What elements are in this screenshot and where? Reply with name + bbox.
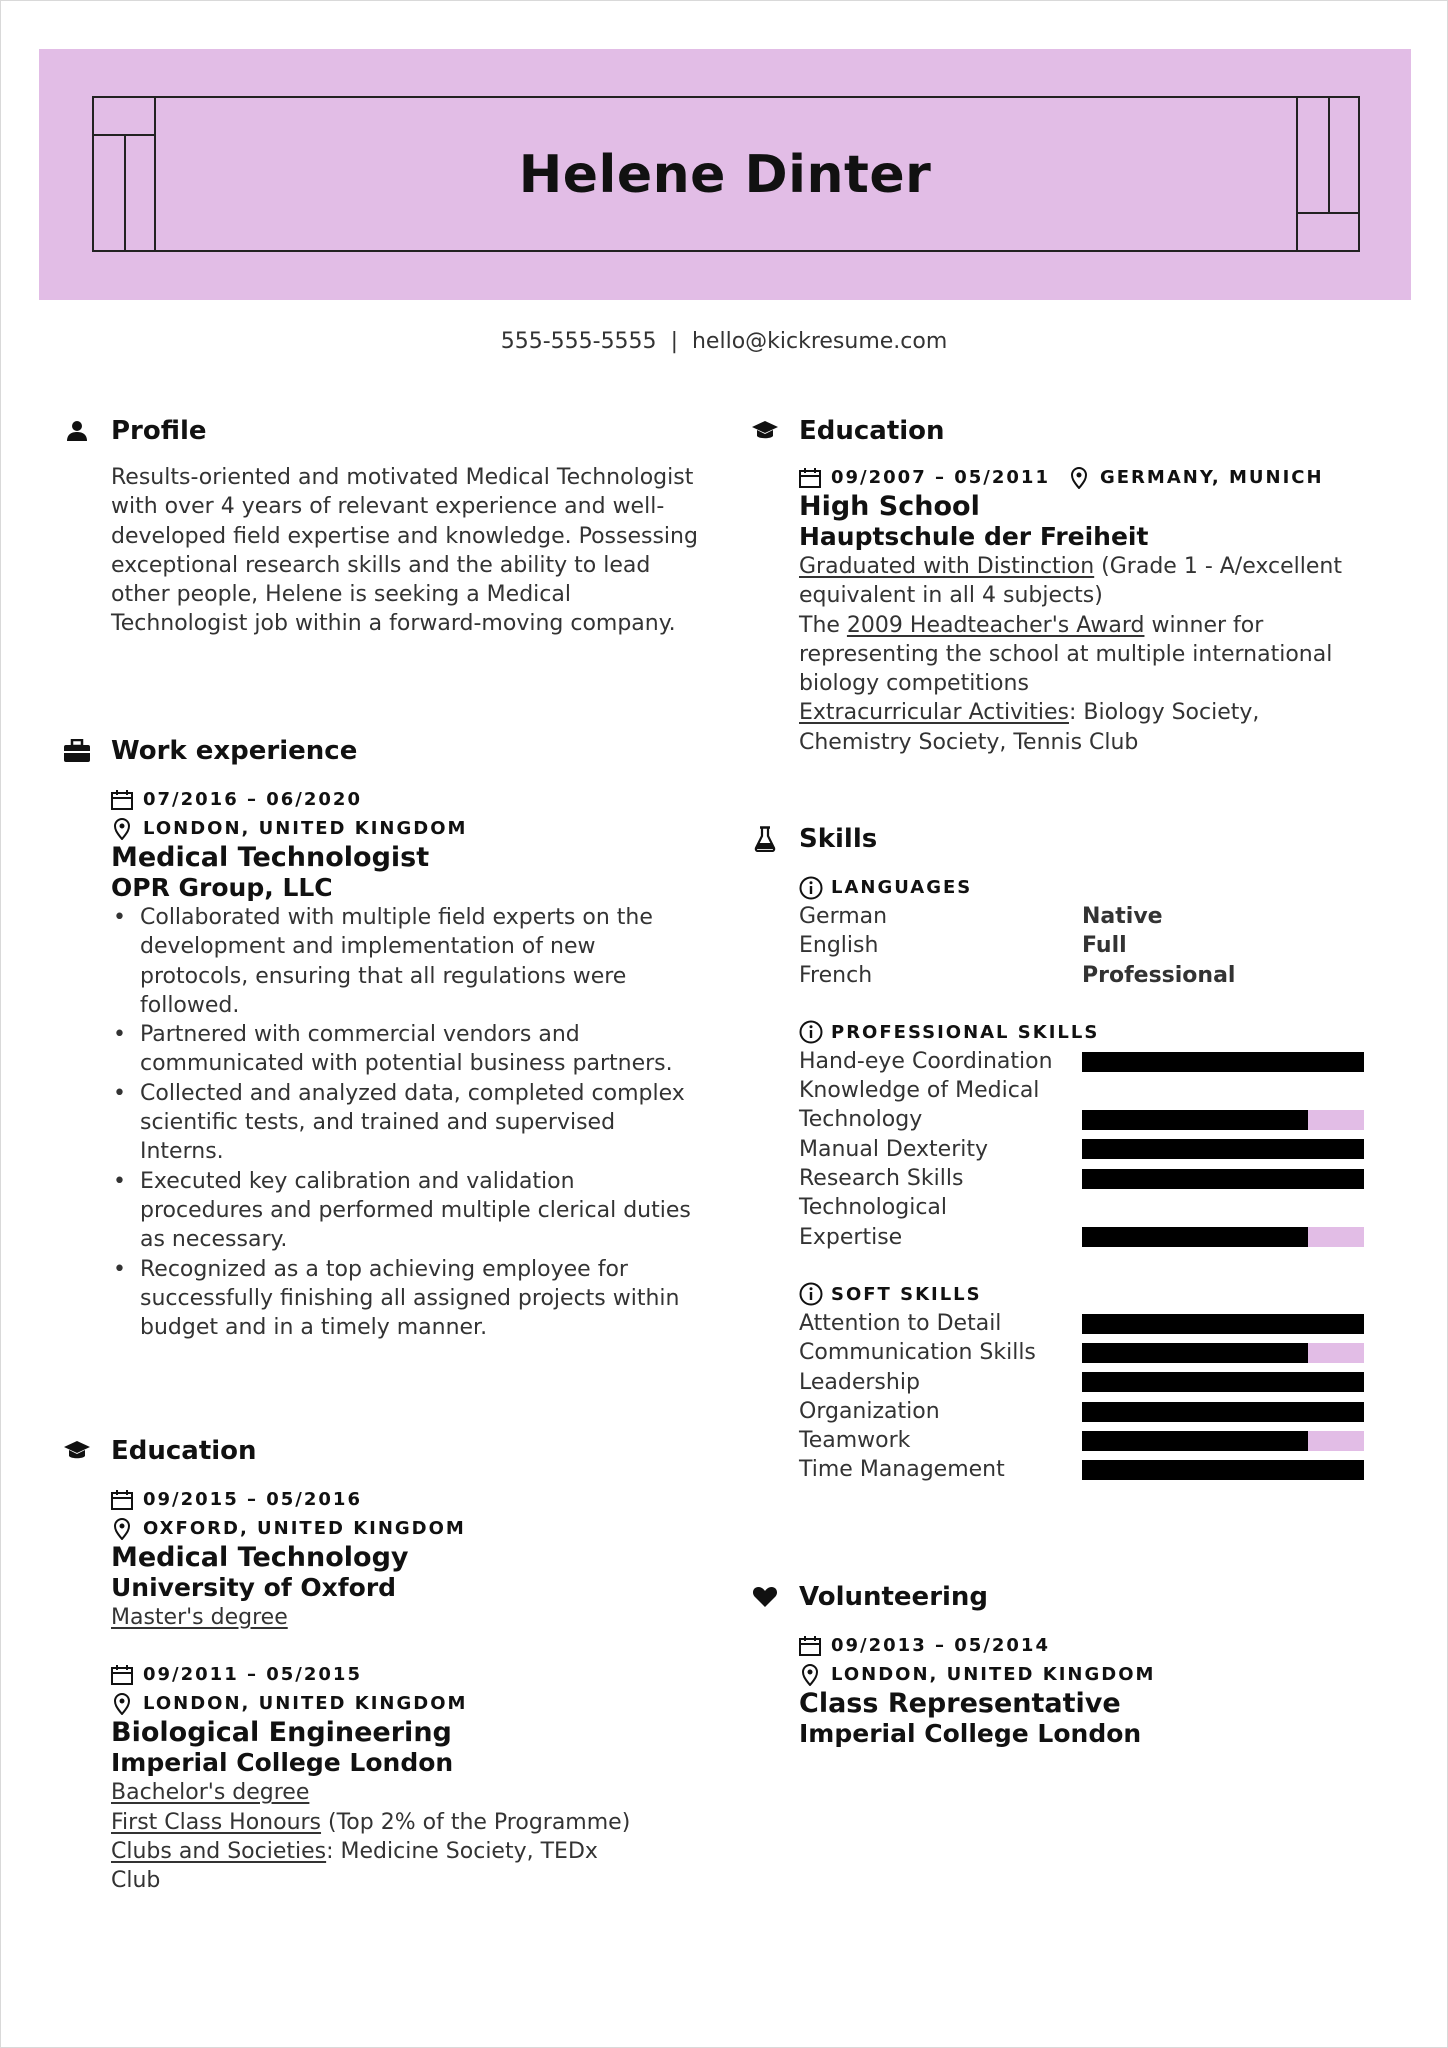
education-dates: 09/2015 – 05/2016 (111, 1485, 703, 1514)
list-item: • Executed key calibration and validation procedures and performed multiple clerical duties as necessary. (111, 1167, 703, 1255)
volunteering-heading (751, 1577, 1391, 1617)
award-line: The 2009 Headteacher's Award winner for representing the school at multiple international biology competitions (799, 612, 1333, 697)
skill-level-fill (1082, 1460, 1364, 1480)
skill-level-fill (1082, 1431, 1308, 1451)
language-row: English Full (799, 933, 1127, 959)
education-entry-2 (111, 1660, 703, 1895)
education-entry-high-school (799, 463, 1391, 757)
education-title-left: Education (111, 1436, 257, 1466)
school-name: Imperial College London (111, 1748, 454, 1778)
languages-heading: LANGUAGES (799, 873, 1391, 902)
skill-level-fill (1082, 1372, 1364, 1392)
professional-skills-heading: PROFESSIONAL SKILLS (799, 1018, 1391, 1047)
location-pin-icon (111, 1518, 133, 1540)
job-title: Medical Technologist (111, 842, 430, 873)
soft-skills-heading: SOFT SKILLS (799, 1280, 1391, 1309)
list-item: • Collaborated with multiple field experts on the development and implementation of new protocols, ensuring that all regulations were followed. (111, 903, 703, 1020)
skill-row: Attention to Detail (799, 1309, 1391, 1338)
skills-title: Skills (799, 824, 878, 854)
location-pin-icon (1068, 467, 1090, 489)
skill-level-bar (1082, 1169, 1364, 1189)
skill-level-bar (1082, 1431, 1364, 1451)
education-dates: 09/2011 – 05/2015 (111, 1660, 703, 1689)
skill-level-bar (1082, 1314, 1364, 1334)
list-item: • Recognized as a top achieving employee for successfully finishing all assigned projects within budget and in a timely manner. (111, 1255, 703, 1343)
calendar-icon (111, 1490, 133, 1510)
skill-level-bar (1082, 1110, 1364, 1130)
skill-row: Technological Expertise (799, 1193, 1391, 1252)
info-icon (799, 1020, 823, 1044)
work-dates: 07/2016 – 06/2020 (111, 785, 703, 814)
skill-level-fill (1082, 1110, 1308, 1130)
work-experience-title: Work experience (111, 736, 358, 766)
skill-level-fill (1082, 1169, 1364, 1189)
skill-level-bar (1082, 1460, 1364, 1480)
skill-level-fill (1082, 1314, 1364, 1334)
profile-heading (63, 411, 703, 451)
education-section-right (751, 411, 1391, 757)
volunteering-dates: 09/2013 – 05/2014 (799, 1631, 1391, 1660)
language-row: French Professional (799, 962, 1236, 988)
honours-line: First Class Honours (Top 2% of the Programme) (111, 1809, 631, 1835)
skill-row: Manual Dexterity (799, 1135, 1391, 1164)
skill-level-bar (1082, 1343, 1364, 1363)
languages-group (799, 873, 1391, 990)
skill-row: Hand-eye Coordination (799, 1047, 1391, 1076)
education-heading-left (63, 1431, 703, 1471)
skill-row: Time Management (799, 1455, 1391, 1484)
degree-title: High School (799, 491, 980, 522)
skill-level-fill (1082, 1343, 1308, 1363)
volunteer-role: Class Representative (799, 1688, 1121, 1719)
skill-level-bar (1082, 1402, 1364, 1422)
contact-separator: | (670, 329, 678, 354)
list-item: • Partnered with commercial vendors and communicated with potential business partners. (111, 1020, 703, 1079)
profile-title: Profile (111, 416, 207, 446)
location-pin-icon (111, 1693, 133, 1715)
contact-line (1, 329, 1447, 354)
calendar-icon (799, 1636, 821, 1656)
skill-row: Leadership (799, 1368, 1391, 1397)
candidate-name: Helene Dinter (518, 145, 932, 205)
skill-level-fill (1082, 1402, 1364, 1422)
location-pin-icon (111, 818, 133, 840)
info-icon (799, 876, 823, 900)
calendar-icon (111, 1665, 133, 1685)
briefcase-icon (63, 737, 91, 765)
volunteering-entry (799, 1631, 1391, 1749)
profile-text: Results-oriented and motivated Medical Technologist with over 4 years of relevant experience and well-developed field expertise and knowledge. Possessing exceptional research skills and the ability to lead other people, Helene is seeking a Medical Technologist job within a forward-moving company. (111, 465, 698, 637)
distinction-link[interactable]: Graduated with Distinction (799, 554, 1095, 579)
graduation-cap-icon (751, 417, 779, 445)
phone-number[interactable]: 555-555-5555 (500, 329, 657, 354)
skill-level-fill (1082, 1052, 1364, 1072)
distinction-line: Graduated with Distinction (Grade 1 - A/excellent equivalent in all 4 subjects) (799, 554, 1342, 609)
education-section-left (63, 1431, 703, 1895)
skill-level-bar (1082, 1372, 1364, 1392)
header-band (39, 49, 1411, 300)
person-icon (63, 417, 91, 445)
email-address[interactable]: hello@kickresume.com (691, 329, 948, 354)
school-name: Hauptschule der Freiheit (799, 522, 1149, 551)
calendar-icon (111, 790, 133, 810)
education-dates-location: 09/2007 – 05/2011 GERMANY, MUNICH (799, 463, 1391, 492)
skill-level-bar (1082, 1139, 1364, 1159)
school-name: University of Oxford (111, 1573, 397, 1602)
job-bullets (111, 903, 703, 1342)
skill-row: Teamwork (799, 1426, 1391, 1455)
clubs-link[interactable]: Clubs and Societies (111, 1838, 327, 1864)
volunteering-section (751, 1577, 1391, 1749)
skill-level-bar (1082, 1227, 1364, 1247)
skill-level-fill (1082, 1139, 1364, 1159)
heart-icon (751, 1583, 779, 1611)
clubs-line: Clubs and Societies: Medicine Society, TEDx Club (111, 1838, 598, 1894)
work-experience-section (63, 731, 703, 1342)
skills-section (751, 819, 1391, 1485)
location-pin-icon (799, 1664, 821, 1686)
work-experience-heading (63, 731, 703, 771)
volunteering-title: Volunteering (799, 1582, 989, 1612)
volunteering-location: LONDON, UNITED KINGDOM (799, 1660, 1391, 1689)
company-name: OPR Group, LLC (111, 873, 333, 902)
education-title-right: Education (799, 416, 945, 446)
graduation-cap-icon (63, 1437, 91, 1465)
language-row: German Native (799, 904, 1163, 929)
education-location: LONDON, UNITED KINGDOM (111, 1689, 703, 1718)
skill-level-bar (1082, 1052, 1364, 1072)
list-item: • Collected and analyzed data, completed complex scientific tests, and trained and supervised Interns. (111, 1079, 703, 1167)
skills-heading (751, 819, 1391, 859)
professional-skills-group (799, 1018, 1391, 1252)
flask-icon (751, 825, 779, 853)
degree-title: Biological Engineering (111, 1717, 452, 1749)
work-location: LONDON, UNITED KINGDOM (111, 814, 703, 843)
info-icon (799, 1282, 823, 1306)
education-location: OXFORD, UNITED KINGDOM (111, 1514, 703, 1543)
work-entry (111, 785, 703, 1342)
skill-row: Communication Skills (799, 1338, 1391, 1367)
profile-section (63, 411, 703, 639)
skill-row: Research Skills (799, 1164, 1391, 1193)
degree-title: Medical Technology (111, 1542, 409, 1573)
extracurricular-link[interactable]: Extracurricular Activities (799, 700, 1069, 726)
honours-link[interactable]: First Class Honours (111, 1809, 322, 1835)
degree-link[interactable]: Master's degree (111, 1605, 288, 1630)
soft-skills-group (799, 1280, 1391, 1485)
volunteer-organization: Imperial College London (799, 1719, 1142, 1748)
award-link[interactable]: 2009 Headteacher's Award (846, 612, 1145, 638)
education-entry-1 (111, 1485, 703, 1632)
skill-row: Knowledge of Medical Technology (799, 1076, 1391, 1135)
degree-link[interactable]: Bachelor's degree (111, 1780, 310, 1806)
skill-level-fill (1082, 1227, 1308, 1247)
education-heading-right (751, 411, 1391, 451)
skill-row: Organization (799, 1397, 1391, 1426)
extracurricular-line: Extracurricular Activities: Biology Society, Chemistry Society, Tennis Club (799, 700, 1260, 755)
calendar-icon (799, 468, 821, 488)
